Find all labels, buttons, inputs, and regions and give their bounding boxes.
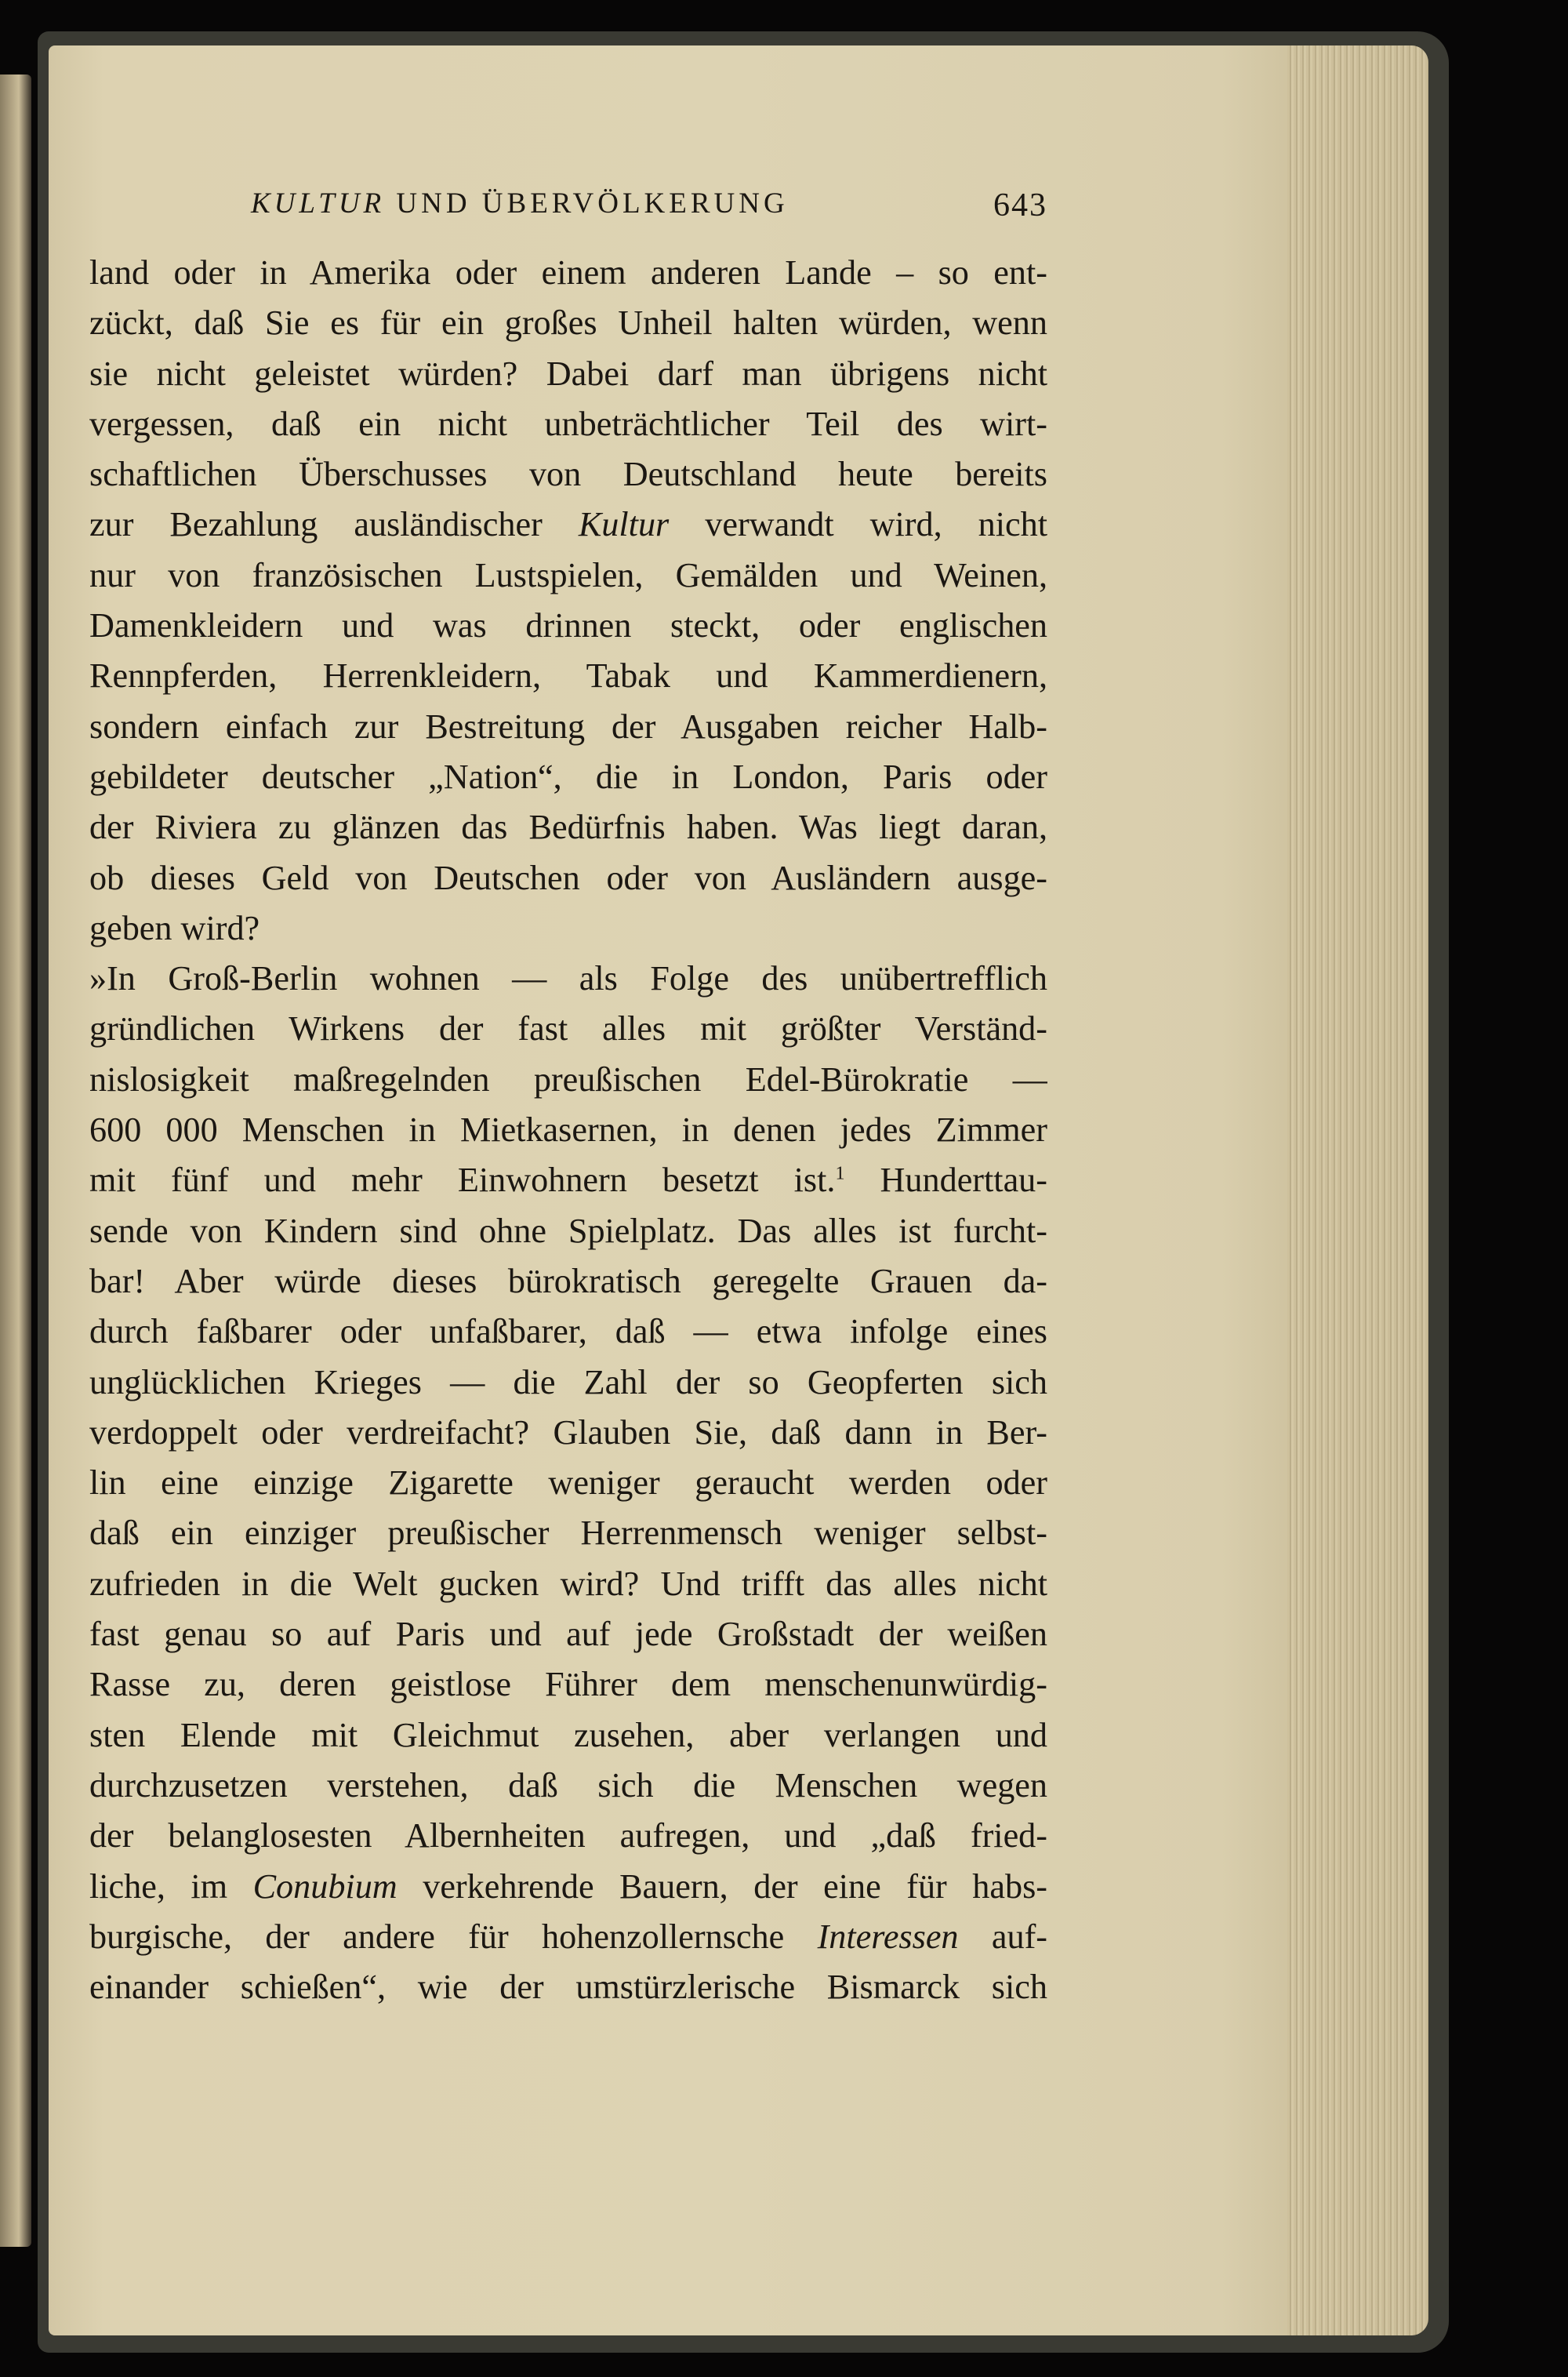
running-title-italic: KULTUR [251, 187, 386, 220]
text-line: schaftlichen Überschusses von Deutschland heute bereits [89, 455, 1047, 494]
text-line: zufrieden in die Welt gucken wird? Und trifft das alles nicht [89, 1564, 1047, 1603]
text-line: mit fünf und mehr Einwohnern besetzt ist.$^1$ Hunderttau- [89, 1161, 1047, 1200]
text-line: zur Bezahlung ausländischer Kultur verwandt wird, nicht [89, 505, 1047, 544]
running-title-rest: UND ÜBERVÖLKERUNG [385, 187, 789, 220]
text-line: sten Elende mit Gleichmut zusehen, aber verlangen und [89, 1715, 1047, 1754]
text-line: gründlichen Wirkens der fast alles mit größter Verständ- [89, 1009, 1047, 1049]
body-text [89, 248, 1047, 2012]
text-line: »In Groß-Berlin wohnen — als Folge des unübertrefflich [89, 959, 1047, 998]
page-edges [1287, 45, 1428, 2335]
text-line: Rasse zu, deren geistlose Führer dem menschenunwürdig- [89, 1665, 1047, 1704]
text-line: liche, im Conubium verkehrende Bauern, der eine für habs- [89, 1866, 1047, 1906]
text-line: unglücklichen Krieges — die Zahl der so Geopferten sich [89, 1362, 1047, 1401]
text-line: vergessen, daß ein nicht unbeträchtlicher Teil des wirt- [89, 404, 1047, 443]
text-line: geben wird? [89, 908, 260, 947]
text-line: verdoppelt oder verdreifacht? Glauben Sie, daß dann in Ber- [89, 1412, 1047, 1452]
running-header [89, 187, 1047, 234]
text-line: der belanglosesten Albernheiten aufregen, und „daß fried- [89, 1816, 1047, 1855]
text-line: Damenkleidern und was drinnen steckt, oder englischen [89, 606, 1047, 645]
running-title [251, 187, 789, 220]
page-number: 643 [993, 187, 1047, 224]
text-line: nislosigkeit maßregelnden preußischen Edel-Bürokratie — [89, 1059, 1047, 1099]
text-line: zückt, daß Sie es für ein großes Unheil halten würden, wenn [89, 303, 1047, 343]
text-line: fast genau so auf Paris und auf jede Großstadt der weißen [89, 1615, 1047, 1654]
text-line: durchzusetzen verstehen, daß sich die Menschen wegen [89, 1765, 1047, 1805]
page-text-block [89, 187, 1047, 2012]
text-line: sondern einfach zur Bestreitung der Ausgaben reicher Halb- [89, 707, 1047, 746]
text-line: nur von französischen Lustspielen, Gemälden und Weinen, [89, 555, 1047, 594]
text-line: Rennpferden, Herrenkleidern, Tabak und Kammerdienern, [89, 656, 1047, 696]
text-line: der Riviera zu glänzen das Bedürfnis haben. Was liegt daran, [89, 808, 1047, 847]
text-line: gebildeter deutscher „Nation“, die in London, Paris oder [89, 757, 1047, 796]
text-line: daß ein einziger preußischer Herrenmensch weniger selbst- [89, 1514, 1047, 1553]
text-line: sende von Kindern sind ohne Spielplatz. Das alles ist furcht- [89, 1211, 1047, 1250]
text-line: land oder in Amerika oder einem anderen Lande – so ent- [89, 253, 1047, 292]
facing-page-edge [0, 75, 31, 2247]
text-line: ob dieses Geld von Deutschen oder von Ausländern ausge- [89, 858, 1047, 897]
text-line: burgische, der andere für hohenzollernsche Interessen auf- [89, 1917, 1047, 1956]
text-line: 600 000 Menschen in Mietkasernen, in denen jedes Zimmer [89, 1110, 1047, 1150]
text-line: einander schießen“, wie der umstürzlerische Bismarck sich [89, 1968, 1047, 2007]
text-line: sie nicht geleistet würden? Dabei darf man übrigens nicht [89, 354, 1047, 393]
text-line: lin eine einzige Zigarette weniger geraucht werden oder [89, 1463, 1047, 1503]
text-line: durch faßbarer oder unfaßbarer, daß — etwa infolge eines [89, 1312, 1047, 1351]
text-line: bar! Aber würde dieses bürokratisch geregelte Grauen da- [89, 1261, 1047, 1300]
